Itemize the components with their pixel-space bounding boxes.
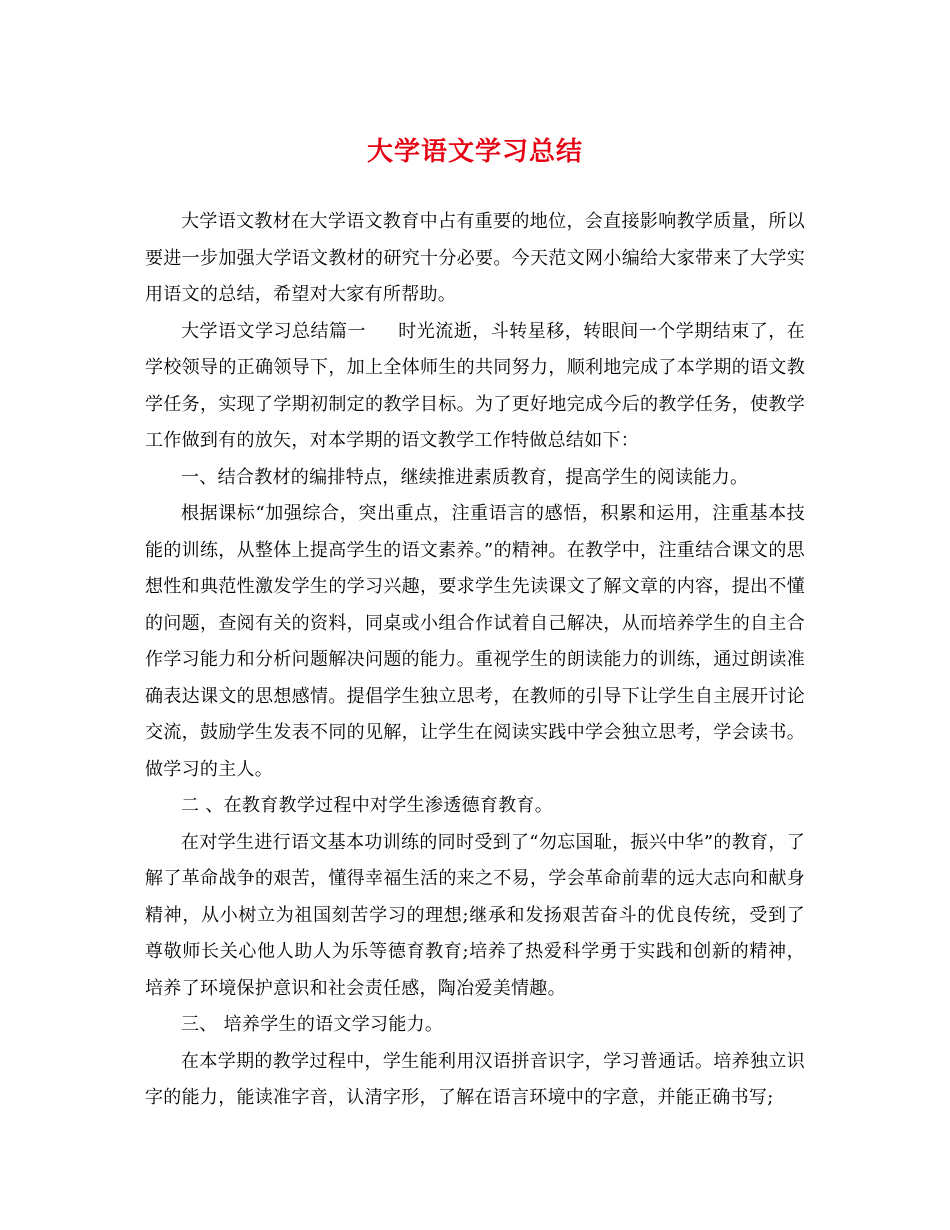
section-one-heading: 大学语文学习总结篇一	[181, 320, 366, 342]
point-one-heading: 一、结合教材的编排特点，继续推进素质教育，提高学生的阅读能力。	[181, 466, 749, 488]
point-three-paragraph: 在本学期的教学过程中，学生能利用汉语拼音识字，学习普通话。培养独立识字的能力，能读准字音，认清字形，了解在语言环境中的字意，并能正确书写;	[145, 1050, 805, 1108]
document-body	[145, 204, 805, 1117]
point-two-paragraph: 在对学生进行语文基本功训练的同时受到了“勿忘国耻，振兴中华”的教育，了解了革命战争的艰苦，懂得幸福生活的来之不易，学会革命前辈的远大志向和献身精神，从小树立为祖国刻苦学习的理想;继承和发扬艰苦奋斗的优良传统，受到了尊敬师长关心他人助人为乐等德育教育;培养了热爱科学勇于实践和创新的精神，培养了环境保护意识和社会责任感，陶冶爱美情趣。	[145, 831, 805, 999]
point-one-paragraph: 根据课标“加强综合，突出重点，注重语言的感悟，积累和运用，注重基本技能的训练，从整体上提高学生的语文素养。”的精神。在教学中，注重结合课文的思想性和典范性激发学生的学习兴趣，要求学生先读课文了解文章的内容，提出不懂的问题，查阅有关的资料，同桌或小组合作试着自己解决，从而培养学生的自主合作学习能力和分析问题解决问题的能力。重视学生的朗读能力的训练，通过朗读准确表达课文的思想感情。提倡学生独立思考，在教师的引导下让学生自主展开讨论交流，鼓励学生发表不同的见解，让学生在阅读实践中学会独立思考，学会读书。做学习的主人。	[145, 503, 805, 780]
intro-paragraph: 大学语文教材在大学语文教育中占有重要的地位，会直接影响教学质量，所以要进一步加强大学语文教材的研究十分必要。今天范文网小编给大家带来了大学实用语文的总结，希望对大家有所帮助。	[145, 211, 805, 305]
section-one-paragraph	[145, 314, 805, 460]
point-two-heading: 二 、在教育教学过程中对学生渗透德育教育。	[181, 795, 554, 816]
point-three-heading: 三、 培养学生的语文学习能力。	[181, 1014, 444, 1035]
section-one-text: 时光流逝，斗转星移，转眼间一个学期结束了，在学校领导的正确领导下，加上全体师生的共同努力，顺利地完成了本学期的语文教学任务，实现了学期初制定的教学目标。为了更好地完成今后的教学任务，使教学工作做到有的放矢，对本学期的语文教学工作特做总结如下：	[145, 320, 805, 451]
document-title: 大学语文学习总结	[366, 137, 583, 167]
